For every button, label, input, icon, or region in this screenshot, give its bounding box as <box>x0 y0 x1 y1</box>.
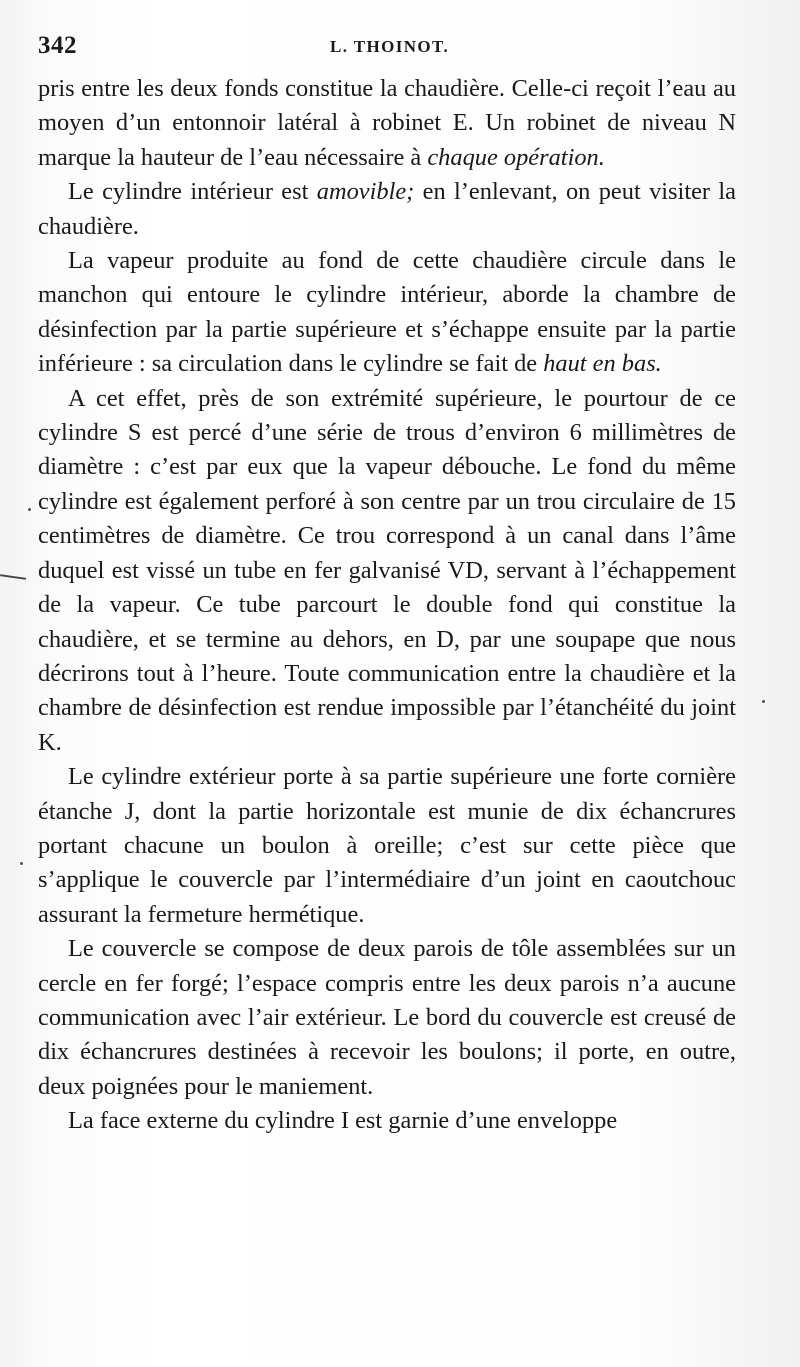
running-head: L. THOINOT. <box>330 37 450 56</box>
text-run: A cet effet, près de son extrémité supérieure, le pourtour de ce cylindre S est percé d’une série de trous d’environ 6 millimètres de diamètre : c’est par eux que la vapeur débouche. Le fond du même cylindre est également perforé à son centre par un trou circulaire de 15 centimètres de diamètre. Ce trou correspond à un canal dans l’âme duquel est vissé un tube en fer galvanisé VD, servant à l’échappement de la vapeur. Ce tube parcourt le double fond qui constitue la chaudière, et se termine au dehors, en D, par une soupape que nous décrirons tout à l’heure. Toute communication entre la chaudière et la chambre de désinfection est rendue impossible par l’étanchéité du joint K. <box>38 384 736 756</box>
text-run: en l’enlevant, on peut visiter la chaudière. <box>38 178 736 240</box>
print-speck <box>20 862 23 865</box>
text-run: Le cylindre extérieur porte à sa partie supérieure une forte cornière étanche J, dont la partie horizontale est munie de dix échancrures portant chacune un boulon à oreille; c’est sur cette pièce que s’applique le couvercle par l’intermédiaire d’un joint en caoutchouc assurant la fermeture hermétique. <box>38 763 736 928</box>
page-number: 342 <box>38 32 77 59</box>
text-run: Le couvercle se compose de deux parois de tôle assemblées sur un cercle en fer forgé; l’espace compris entre les deux parois n’a aucune communication avec l’air extérieur. Le bord du couvercle est creusé de dix échancrures destinées à recevoir les boulons; il porte, en outre, deux poignées pour le maniement. <box>38 935 736 1100</box>
print-speck <box>28 508 31 511</box>
text-run: La face externe du cylindre I est garnie d’une enveloppe <box>68 1107 618 1135</box>
body-text <box>38 72 736 1139</box>
text-run: Le cylindre intérieur est <box>68 178 317 206</box>
paragraph <box>38 72 736 175</box>
paragraph <box>38 382 736 760</box>
margin-mark <box>0 574 26 580</box>
text-run: La vapeur produite au fond de cette chaudière circule dans le manchon qui entoure le cylindre intérieur, aborde la chambre de désinfection par la partie supérieure et s’échappe ensuite par la partie inférieure : sa circulation dans le cylindre se fait de <box>38 247 736 378</box>
page-header <box>38 32 738 64</box>
paragraph <box>38 244 736 382</box>
italic-text: amovible; <box>316 178 415 206</box>
italic-text: chaque opération. <box>427 143 605 171</box>
paragraph <box>38 760 736 932</box>
paragraph <box>38 1104 736 1138</box>
print-speck <box>762 700 765 703</box>
paragraph <box>38 932 736 1104</box>
italic-text: haut en bas. <box>543 350 662 378</box>
paragraph <box>38 175 736 244</box>
text-run: pris entre les deux fonds constitue la chaudière. Celle-ci reçoit l’eau au moyen d’un entonnoir latéral à robinet E. Un robinet de niveau N marque la hauteur de l’eau nécessaire à <box>38 75 736 171</box>
